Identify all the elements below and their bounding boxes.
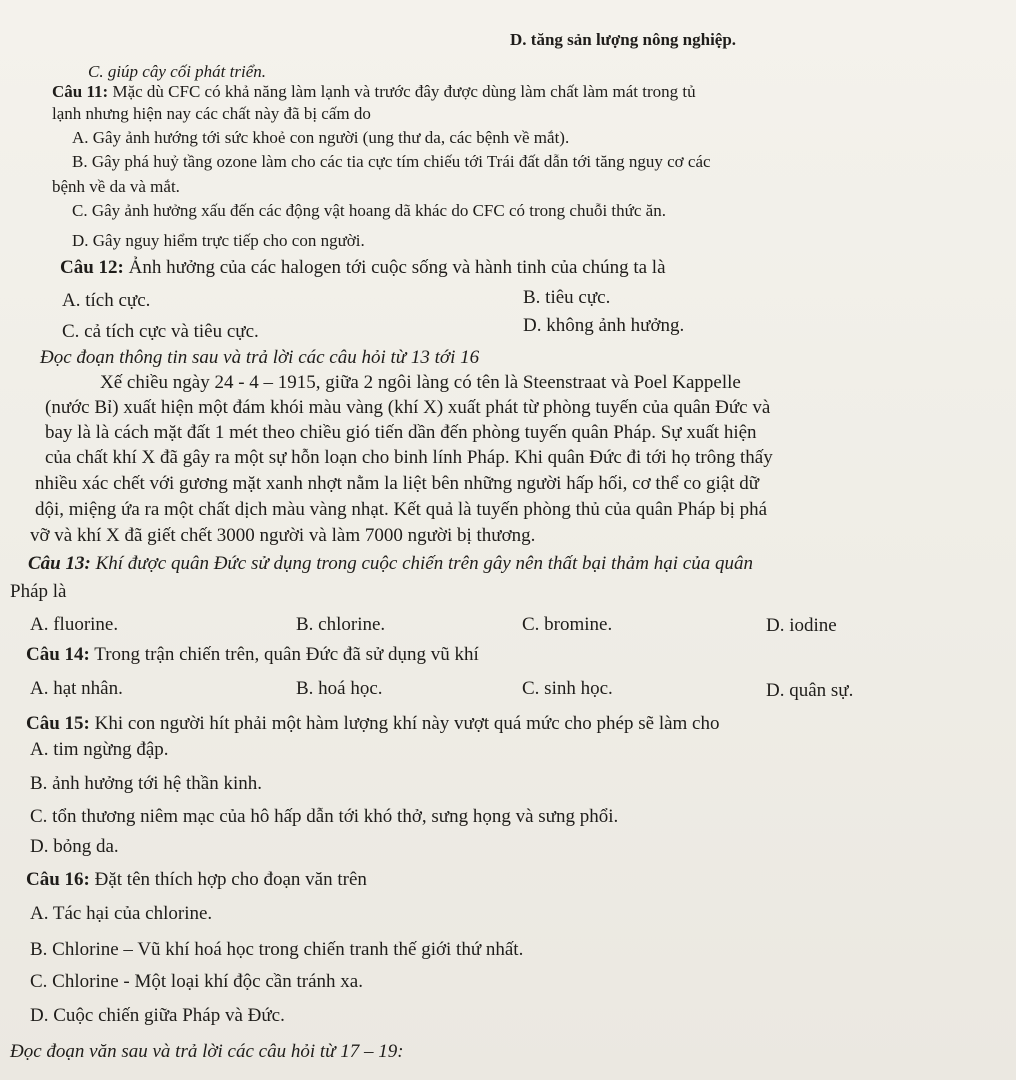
q13-question-cont: Pháp là: [10, 581, 67, 602]
passage-line: Xế chiều ngày 24 - 4 – 1915, giữa 2 ngôi làng có tên là Steenstraat và Poel Kappelle: [100, 372, 741, 393]
q16-text: Đặt tên thích hợp cho đoạn văn trên: [89, 869, 367, 890]
q11-option-a: A. Gây ảnh hướng tới sức khoẻ con người (ung thư da, các bệnh về mắt).: [72, 128, 570, 147]
q14-text: Trong trận chiến trên, quân Đức đã sử dụng vũ khí: [89, 644, 479, 665]
q13-question: [28, 552, 753, 576]
q13-option-c: C. bromine.: [522, 614, 613, 635]
q14-label: Câu 14:: [26, 644, 90, 665]
passage-line: bay là là cách mặt đất 1 mét theo chiều gió tiến dần đến phòng tuyến quân Pháp. Sự xuất hiện: [45, 422, 757, 443]
passage-line: dội, miệng ứa ra một chất dịch màu vàng nhạt. Kết quả là tuyến phòng thủ của quân Pháp bị phá: [35, 499, 768, 520]
passage-line: của chất khí X đã gây ra một sự hỗn loạn cho binh lính Pháp. Khi quân Đức đi tới họ trông thấy: [45, 447, 773, 468]
q10-option-d-text: D. tăng sản lượng nông nghiệp.: [510, 30, 737, 49]
passage-intro: Đọc đoạn thông tin sau và trả lời các câu hỏi từ 13 tới 16: [40, 347, 480, 368]
q12-text: Ảnh hưởng của các halogen tới cuộc sống và hành tinh của chúng ta là: [123, 257, 666, 278]
q12-option-a: A. tích cực.: [62, 290, 151, 311]
q15-question: [26, 712, 720, 736]
q16-option-d: D. Cuộc chiến giữa Pháp và Đức.: [30, 1005, 285, 1026]
passage-line: (nước Bỉ) xuất hiện một đám khói màu vàng (khí X) xuất phát từ phòng tuyến của quân Đức và: [45, 397, 771, 418]
q14-option-d: D. quân sự.: [766, 680, 854, 701]
passage-line: nhiều xác chết với gương mặt xanh nhợt nằm la liệt bên những người hấp hối, cơ thể co giật dữ: [35, 473, 760, 494]
q16-option-c: C. Chlorine - Một loại khí độc cần tránh xa.: [30, 971, 363, 992]
q15-option-d: D. bỏng da.: [30, 836, 119, 857]
passage-line: vỡ và khí X đã giết chết 3000 người và làm 7000 người bị thương.: [30, 525, 536, 546]
next-section-intro: Đọc đoạn văn sau và trả lời các câu hỏi từ 17 – 19:: [10, 1041, 404, 1062]
q11-option-b-cont: bệnh về da và mắt.: [52, 177, 180, 196]
q13-option-a: A. fluorine.: [30, 614, 119, 635]
q11-option-c: C. Gây ảnh hưởng xấu đến các động vật hoang dã khác do CFC có trong chuỗi thức ăn.: [72, 201, 666, 220]
q11-question-cont: lạnh nhưng hiện nay các chất này đã bị cấm do: [52, 104, 371, 123]
q15-label: Câu 15:: [26, 713, 90, 734]
q16-option-b: B. Chlorine – Vũ khí hoá học trong chiến tranh thế giới thứ nhất.: [30, 939, 524, 960]
q16-label: Câu 16:: [26, 869, 90, 890]
q10-option-c: C. giúp cây cối phát triển.: [88, 62, 267, 81]
q11-option-d: D. Gây nguy hiểm trực tiếp cho con người.: [72, 231, 365, 250]
q15-option-a: A. tim ngừng đập.: [30, 739, 169, 760]
q14-option-a: A. hạt nhân.: [30, 678, 123, 699]
q13-text-1: Khí được quân Đức sử dụng trong cuộc chiến trên gây nên thất bại thảm hại của quân: [90, 553, 753, 574]
q11-label: Câu 11:: [52, 82, 109, 101]
q14-question: [26, 643, 479, 667]
q13-option-d: D. iodine: [766, 615, 837, 636]
q12-label: Câu 12:: [60, 257, 124, 278]
q12-option-c: C. cả tích cực và tiêu cực.: [62, 321, 259, 342]
q15-option-c: C. tổn thương niêm mạc của hô hấp dẫn tới khó thở, sưng họng và sưng phổi.: [30, 806, 619, 827]
q13-label: Câu 13:: [28, 553, 91, 574]
q16-option-a: A. Tác hại của chlorine.: [30, 903, 213, 924]
q14-option-c: C. sinh học.: [522, 678, 613, 699]
q16-question: [26, 868, 367, 892]
q11-question: [52, 80, 696, 104]
q11-option-b: B. Gây phá huỷ tầng ozone làm cho các tia cực tím chiếu tới Trái đất dẫn tới tăng nguy cơ các: [72, 152, 711, 171]
q12-question: [60, 256, 666, 280]
q12-option-b: B. tiêu cực.: [523, 287, 611, 308]
q12-option-d: D. không ảnh hưởng.: [523, 315, 685, 336]
q11-text-1: Mặc dù CFC có khả năng làm lạnh và trước đây được dùng làm chất làm mát trong tủ: [108, 82, 696, 101]
q13-option-b: B. chlorine.: [296, 614, 386, 635]
q15-option-b: B. ảnh hưởng tới hệ thần kinh.: [30, 773, 262, 794]
q10-option-d: [510, 28, 736, 52]
q15-text: Khi con người hít phải một hàm lượng khí này vượt quá mức cho phép sẽ làm cho: [89, 713, 720, 734]
q14-option-b: B. hoá học.: [296, 678, 383, 699]
